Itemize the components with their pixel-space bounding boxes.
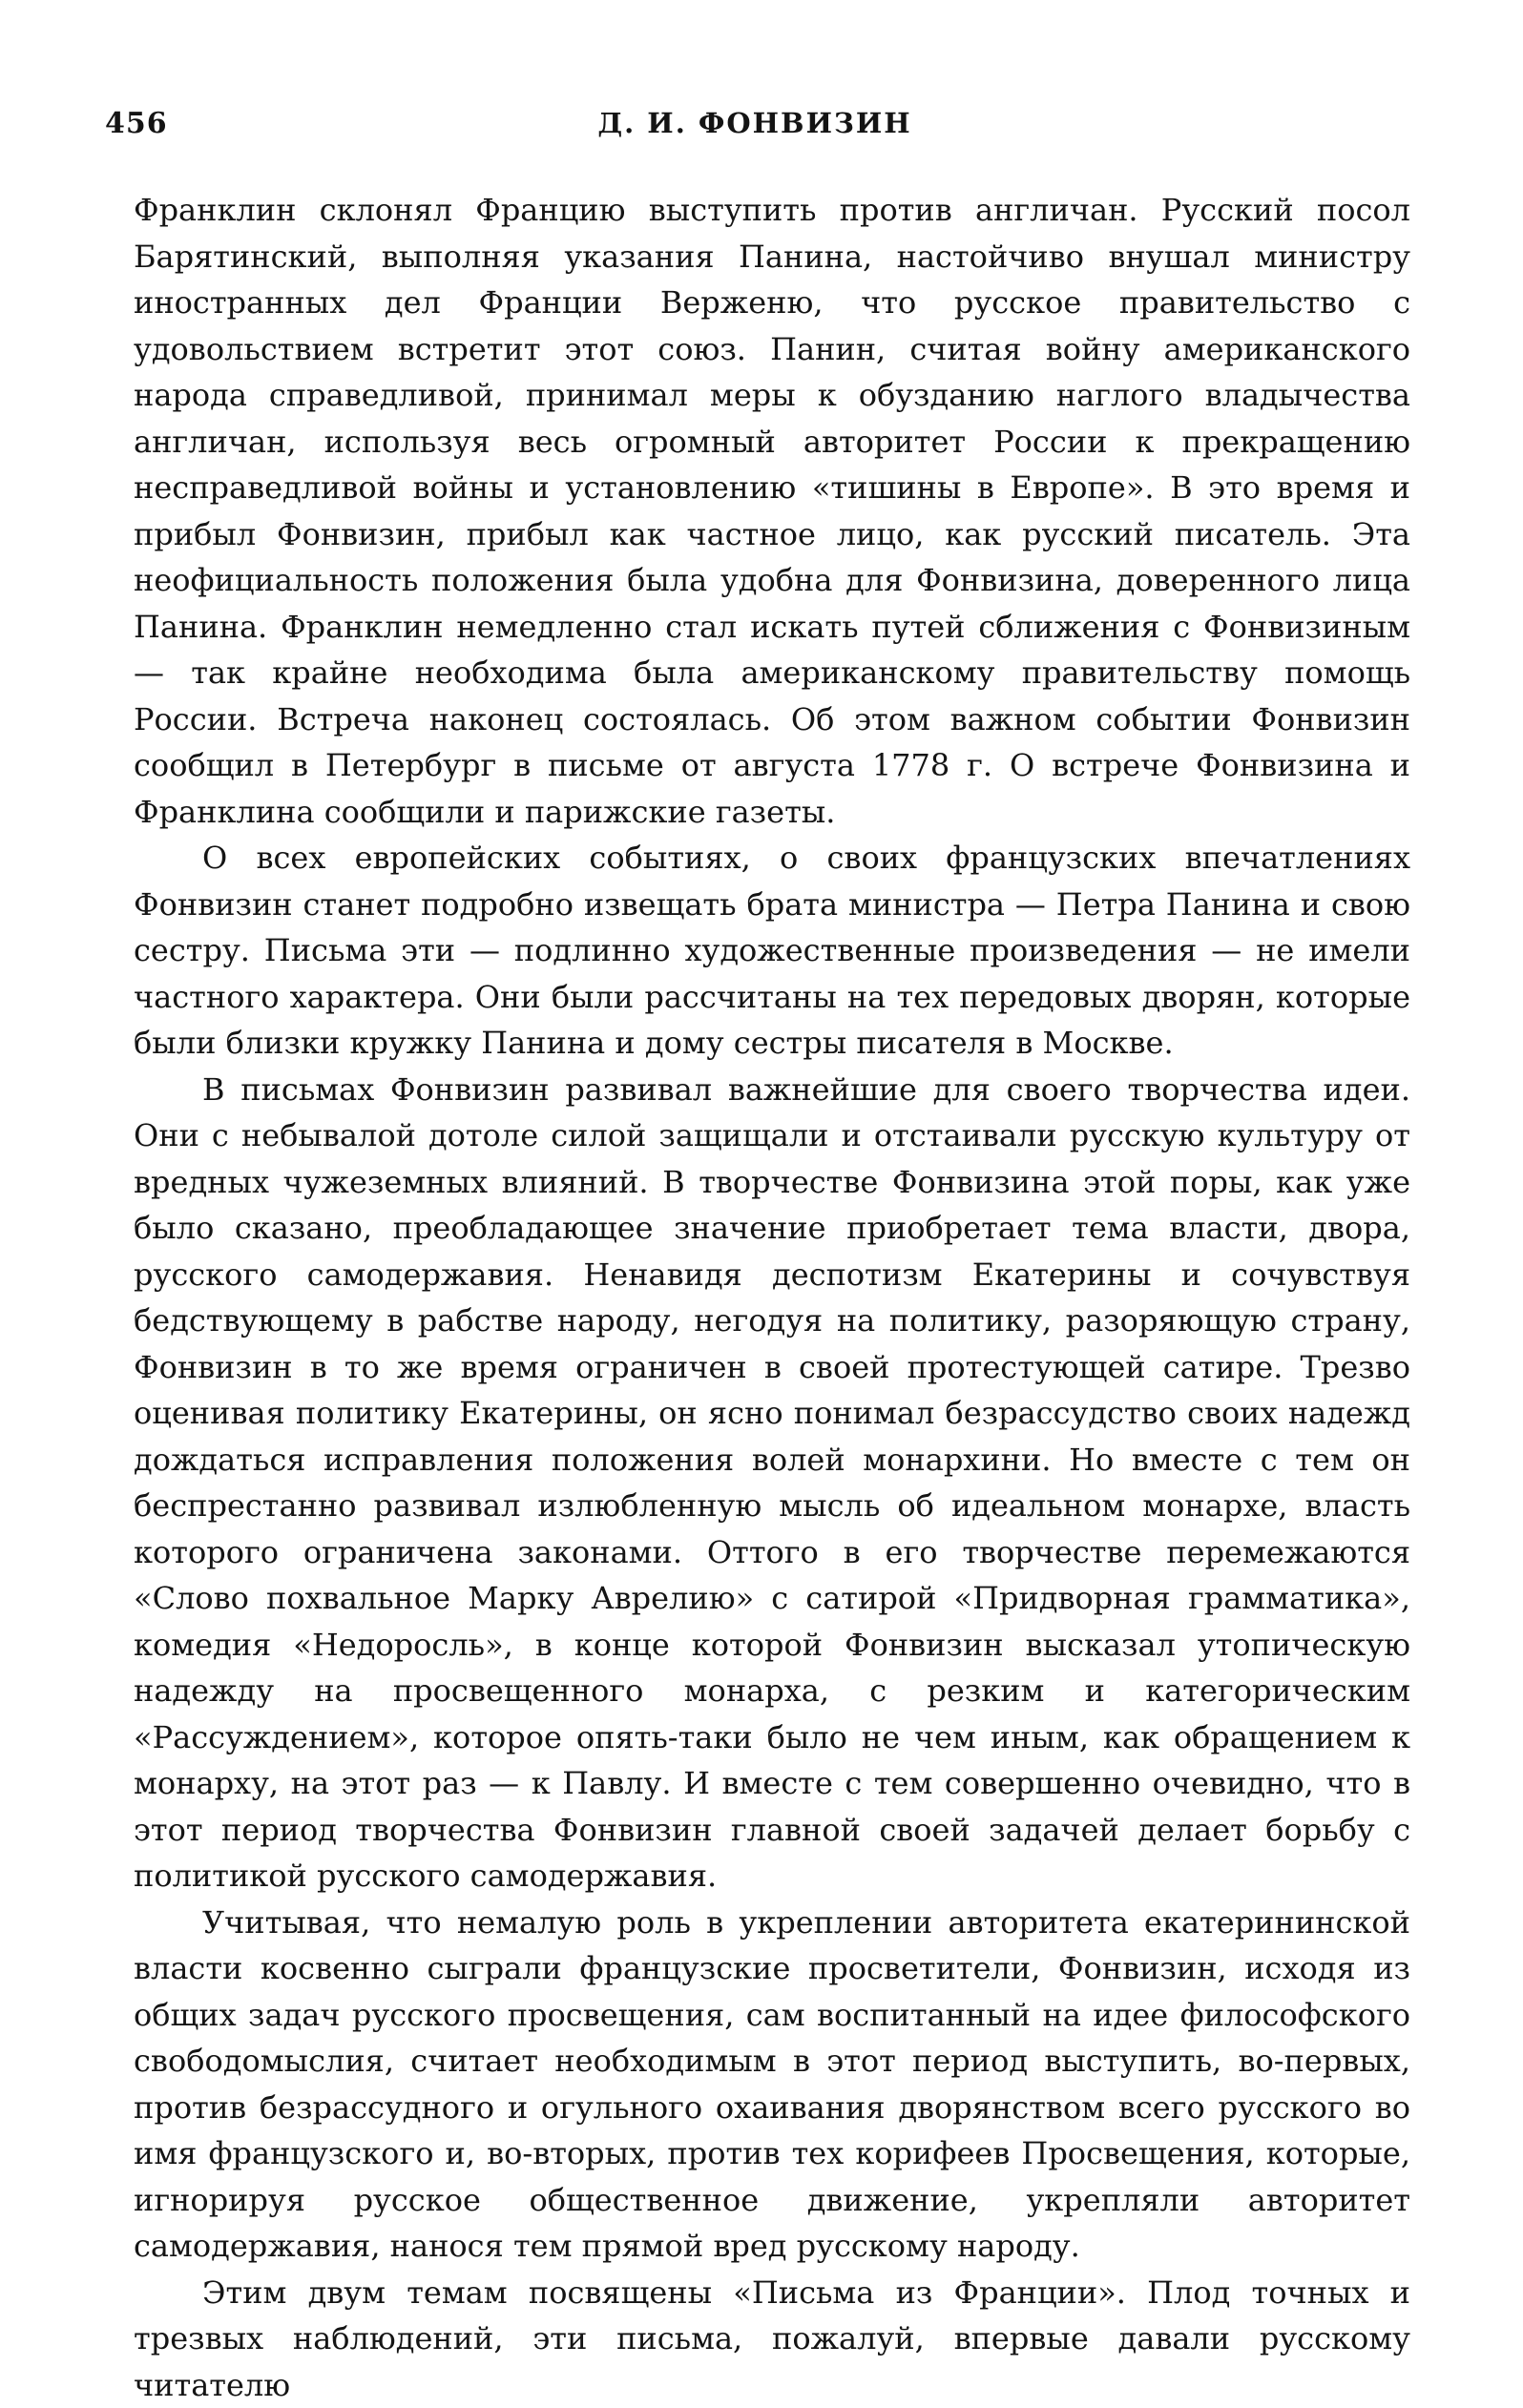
paragraph-5: Этим двум темам посвящены «Письма из Франции». Плод точных и трезвых наблюдений, эти письма, пожалуй, впервые давали русскому читателю [134, 2270, 1410, 2408]
paragraph-1: Франклин склонял Францию выступить против англичан. Русский посол Барятинский, выполняя указания Панина, настойчиво внушал министру иностранных дел Франции Верженю, что русское правительство с удовольствием встретит этот союз. Панин, считая войну американского народа справедливой, принимал меры к обузданию наглого владычества англичан, используя весь огромный авторитет России к прекращению несправедливой войны и установлению «тишины в Европе». В это время и прибыл Фонвизин, прибыл как частное лицо, как русский писатель. Эта неофициальность положения была удобна для Фонвизина, доверенного лица Панина. Франклин немедленно стал искать путей сближения с Фонвизиным — так крайне необходима была американскому правительству помощь России. Встреча наконец состоялась. Об этом важном событии Фонвизин сообщил в Петербург в письме от августа 1778 г. О встрече Фонвизина и Франклина сообщили и парижские газеты. [134, 187, 1410, 835]
paragraph-2: О всех европейских событиях, о своих французских впечатлениях Фонвизин станет подробно извещать брата министра — Петра Панина и свою сестру. Письма эти — подлинно художественные произведения — не имели частного характера. Они были рассчитаны на тех передовых дворян, которые были близки кружку Панина и дому сестры писателя в Москве. [134, 835, 1410, 1067]
paragraph-3: В письмах Фонвизин развивал важнейшие для своего творчества идеи. Они с небывалой дотоле силой защищали и отстаивали русскую культуру от вредных чужеземных влияний. В творчестве Фонвизина этой поры, как уже было сказано, преобладающее значение приобретает тема власти, двора, русского самодержавия. Ненавидя деспотизм Екатерины и сочувствуя бедствующему в рабстве народу, негодуя на политику, разоряющую страну, Фонвизин в то же время ограничен в своей протестующей сатире. Трезво оценивая политику Екатерины, он ясно понимал безрассудство своих надежд дождаться исправления положения волей монархини. Но вместе с тем он беспрестанно развивал излюбленную мысль об идеальном монархе, власть которого ограничена законами. Оттого в его творчестве перемежаются «Слово похвальное Марку Аврелию» с сатирой «Придворная грамматика», комедия «Недоросль», в конце которой Фонвизин высказал утопическую надежду на просвещенного монарха, с резким и категорическим «Рассуждением», которое опять-таки было не чем иным, как обращением к монарху, на этот раз — к Павлу. И вместе с тем совершенно очевидно, что в этот период творчества Фонвизин главной своей задачей делает борьбу с политикой русского самодержавия. [134, 1067, 1410, 1899]
paragraph-4: Учитывая, что немалую роль в укреплении авторитета екатерининской власти косвенно сыграли французские просветители, Фонвизин, исходя из общих задач русского просвещения, сам воспитанный на идее философского свободомыслия, считает необходимым в этот период выступить, во-первых, против безрассудного и огульного охаивания дворянством всего русского во имя французского и, во-вторых, против тех корифеев Просвещения, которые, игнорируя русское общественное движение, укрепляли авторитет самодержавия, нанося тем прямой вред русскому народу. [134, 1899, 1410, 2270]
page-header [105, 107, 1405, 145]
body-text [134, 187, 1410, 2408]
running-title: Д. И. ФОНВИЗИН [105, 107, 1405, 139]
page-number: 456 [105, 107, 168, 140]
